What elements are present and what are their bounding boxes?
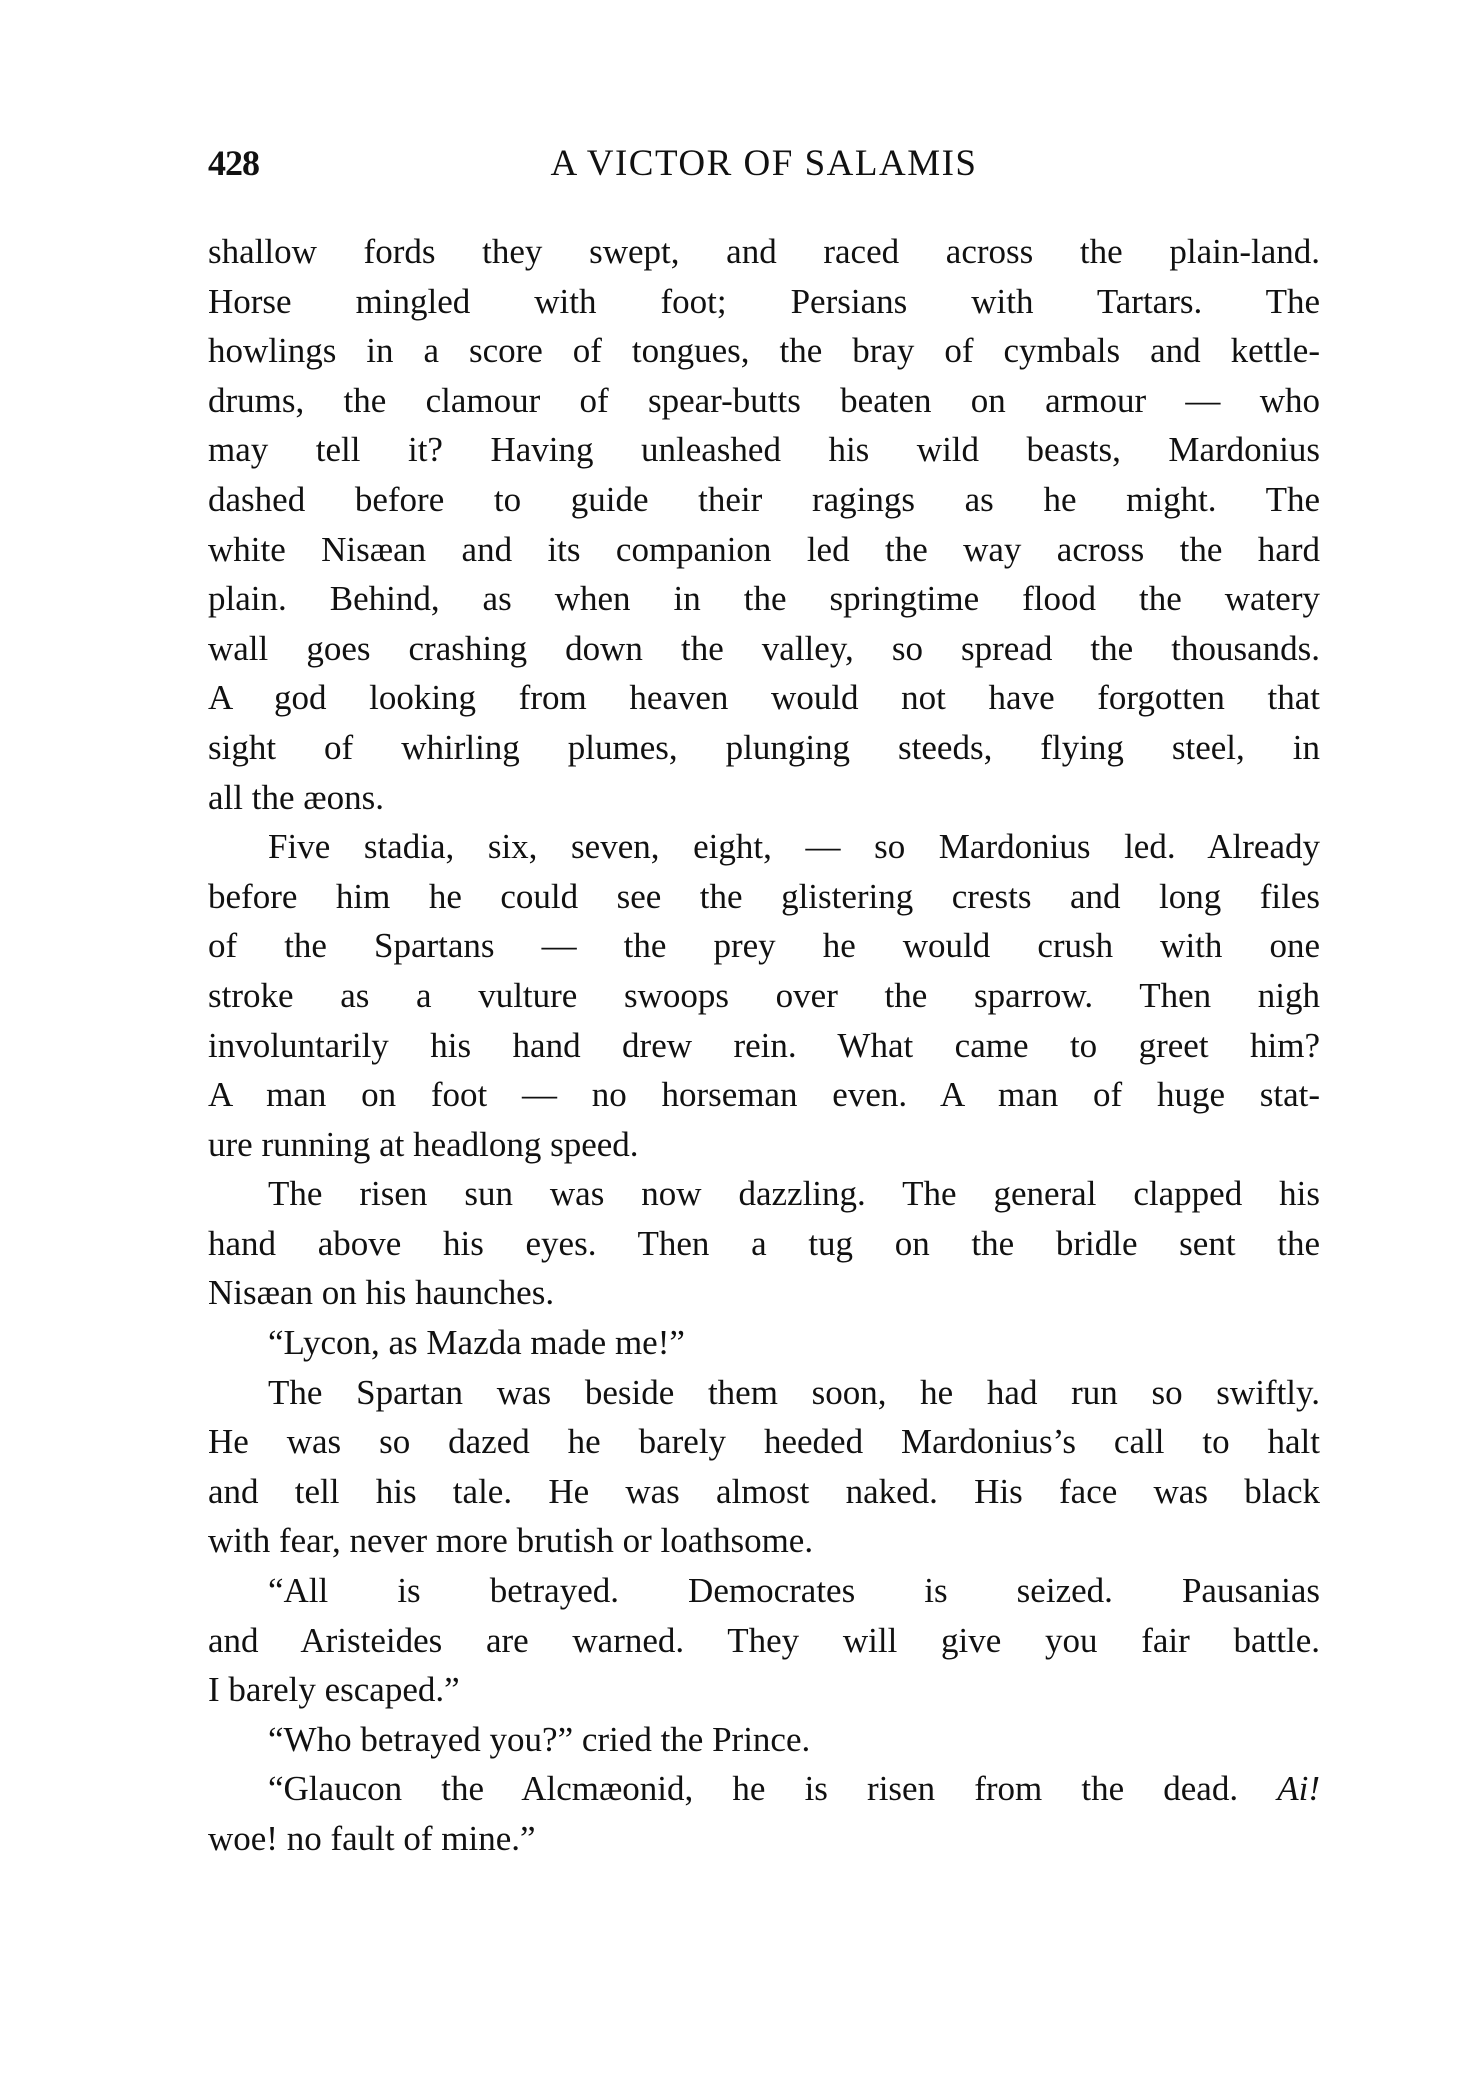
text-line: shallow fords they swept, and raced across the plain-land. xyxy=(208,232,1320,271)
text-line: A god looking from heaven would not have forgotten that xyxy=(208,678,1320,718)
paragraph xyxy=(208,1764,1320,1863)
paragraph xyxy=(208,1169,1320,1318)
text-line: all the æons. xyxy=(208,777,384,817)
text-line: drums, the clamour of spear-butts beaten on armour — who xyxy=(208,380,1320,420)
page-header xyxy=(208,142,1320,192)
text-line xyxy=(208,1764,1320,1814)
text-line: plain. Behind, as when in the springtime flood the watery xyxy=(208,579,1320,619)
page-number: 428 xyxy=(208,143,259,183)
text-line: and tell his tale. He was almost naked. His face was black xyxy=(208,1471,1320,1511)
text-line: hand above his eyes. Then a tug on the bridle sent the xyxy=(208,1223,1320,1263)
text-line: involuntarily his hand drew rein. What came to greet him? xyxy=(208,1025,1320,1065)
paragraph xyxy=(208,1368,1320,1566)
text-line: sight of whirling plumes, plunging steeds, flying steel, in xyxy=(208,727,1320,767)
paragraph xyxy=(208,1318,1320,1368)
text-line: “All is betrayed. Democrates is seized. Pausanias xyxy=(268,1571,1320,1611)
text-line: Horse mingled with foot; Persians with Tartars. The xyxy=(208,281,1320,321)
paragraph xyxy=(208,227,1320,822)
paragraph xyxy=(208,1566,1320,1715)
text-line: white Nisæan and its companion led the way across the hard xyxy=(208,529,1320,569)
text-line: dashed before to guide their ragings as he might. The xyxy=(208,479,1320,519)
paragraph xyxy=(208,822,1320,1169)
text-line: before him he could see the glistering crests and long files xyxy=(208,876,1320,916)
text-line: with fear, never more brutish or loathsome. xyxy=(208,1521,814,1561)
text-line: wall goes crashing down the valley, so spread the thousands. xyxy=(208,628,1320,668)
page-body xyxy=(208,227,1320,1864)
text-line: Nisæan on his haunches. xyxy=(208,1273,555,1313)
text-line: “Who betrayed you?” cried the Prince. xyxy=(268,1719,811,1759)
paragraph xyxy=(208,1715,1320,1765)
text-line: The risen sun was now dazzling. The general clapped his xyxy=(268,1174,1320,1214)
running-title: A VICTOR OF SALAMIS xyxy=(550,143,978,184)
text-line: I barely escaped.” xyxy=(208,1670,460,1710)
text-line: woe! no fault of mine.” xyxy=(208,1819,536,1858)
text-line: The Spartan was beside them soon, he had run so swiftly. xyxy=(268,1372,1320,1412)
text-line: He was so dazed he barely heeded Mardonius’s call to halt xyxy=(208,1422,1320,1462)
text-line: A man on foot — no horseman even. A man of huge stat- xyxy=(208,1075,1320,1115)
text-line: howlings in a score of tongues, the bray of cymbals and kettle- xyxy=(208,331,1320,371)
text-line: and Aristeides are warned. They will give you fair battle. xyxy=(208,1620,1320,1660)
text-line: “Lycon, as Mazda made me!” xyxy=(268,1323,685,1363)
text-line: stroke as a vulture swoops over the sparrow. Then nigh xyxy=(208,975,1320,1015)
italic-exclamation: Ai! xyxy=(1277,1769,1320,1809)
text-line: ure running at headlong speed. xyxy=(208,1124,639,1164)
text-line: may tell it? Having unleashed his wild beasts, Mardonius xyxy=(208,430,1320,470)
text-line: Five stadia, six, seven, eight, — so Mardonius led. Already xyxy=(268,827,1320,867)
text-line: of the Spartans — the prey he would crush with one xyxy=(208,926,1320,966)
text-line-main: “Glaucon the Alcmæonid, he is risen from the dead. xyxy=(268,1769,1239,1809)
